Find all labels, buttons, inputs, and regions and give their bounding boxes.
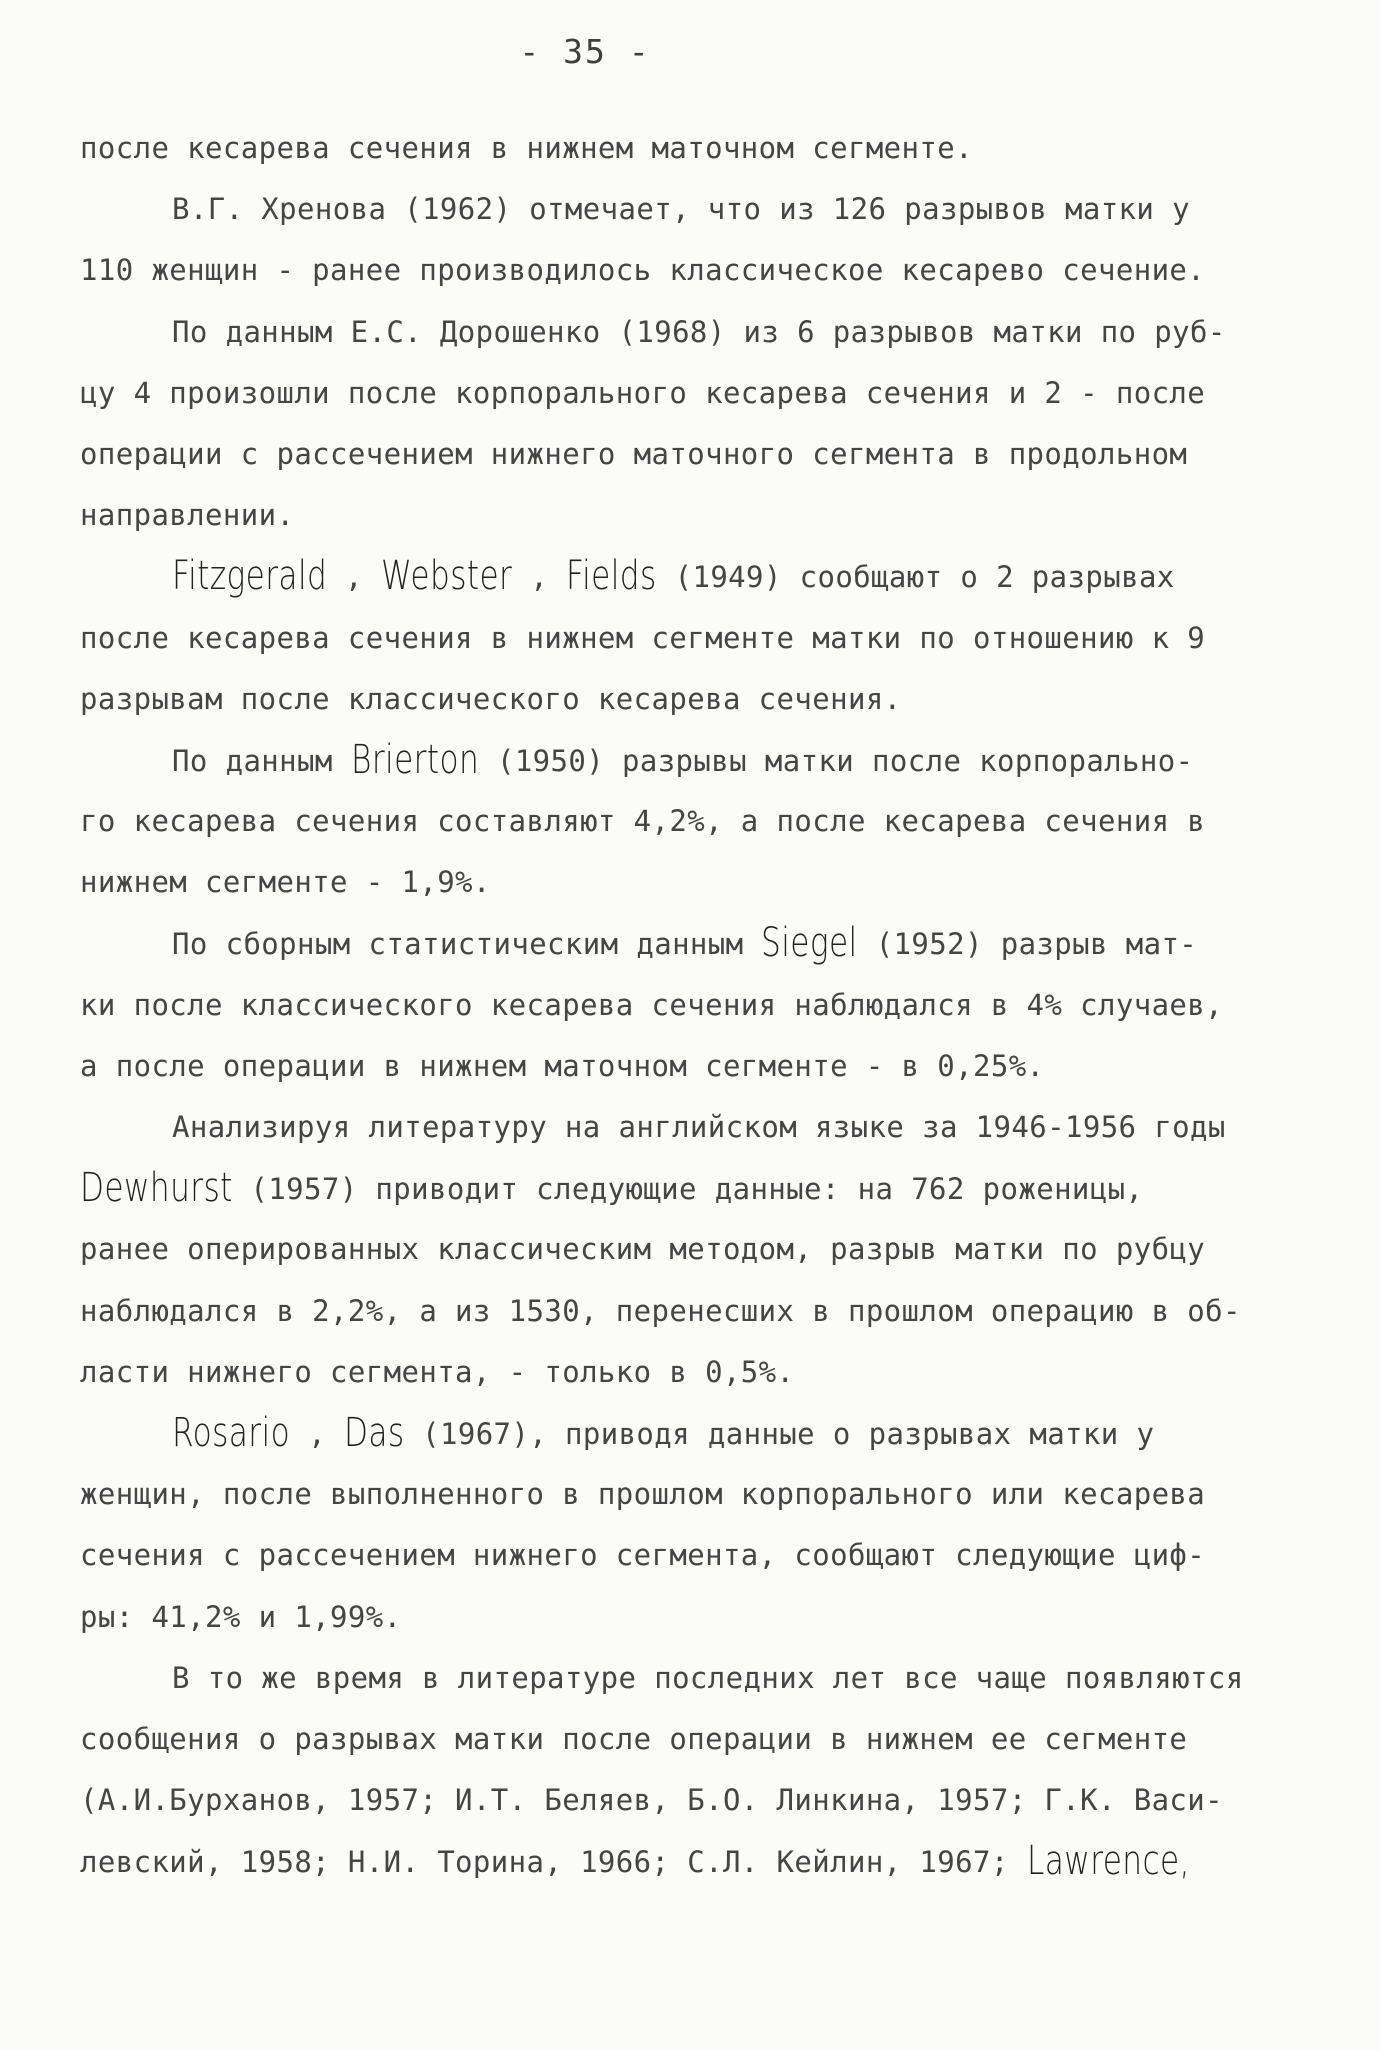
handwritten-name: Brierton [350, 736, 479, 783]
text-line [80, 1158, 1310, 1219]
text-line [80, 852, 1310, 913]
handwritten-name: Webster [380, 553, 513, 600]
typed-text: женщин, после выполненного в прошлом корпорального или кесарева [80, 1477, 1206, 1512]
typed-text: (1967), приводя данные о разрывах матки у [404, 1416, 1155, 1451]
text-line [80, 669, 1310, 730]
text-line [80, 424, 1310, 485]
text-line [80, 1709, 1310, 1770]
typed-text: го кесарева сечения составляют 4,2%, а после кесарева сечения в [80, 804, 1206, 839]
typed-text: (1950) разрывы матки после корпорально- [479, 743, 1194, 778]
text-line [80, 1831, 1310, 1892]
text-line [80, 791, 1310, 852]
text-line [80, 179, 1310, 240]
typed-text: , [512, 560, 566, 595]
typed-text: нижнем сегменте - 1,9%. [80, 865, 491, 900]
text-line [80, 1219, 1310, 1280]
typed-text: после кесарева сечения в нижнем сегменте матки по отношению к 9 [80, 620, 1206, 655]
page-number: - 35 - [519, 32, 651, 71]
typed-text: разрывам после классического кесарева сечения. [80, 681, 902, 716]
handwritten-name: Lawrence, [1026, 1838, 1190, 1885]
text-line [80, 302, 1310, 363]
handwritten-name: Dewhurst [80, 1165, 233, 1212]
typed-text: после кесарева сечения в нижнем маточном сегменте. [80, 131, 973, 165]
typed-text: 110 женщин - ранее производилось классическое кесарево сечение. [80, 253, 1206, 288]
text-line [80, 1097, 1310, 1158]
handwritten-name: Fields [565, 553, 657, 600]
typed-text: ласти нижнего сегмента, - только в 0,5%. [80, 1354, 795, 1389]
typed-text: , [290, 1416, 345, 1451]
text-line [80, 730, 1310, 791]
typed-text: ранее оперированных классическим методом, разрыв матки по рубцу [80, 1232, 1206, 1267]
handwritten-name: Rosario [172, 1409, 291, 1456]
typed-text: В то же время в литературе последних лет все чаще появляются [172, 1660, 1244, 1695]
typed-text: По данным [172, 743, 351, 778]
text-line [80, 546, 1310, 607]
handwritten-name: Fitzgerald [172, 553, 328, 600]
text-line [80, 1525, 1310, 1586]
text-line [80, 363, 1310, 424]
typed-text: цу 4 произошли после корпорального кесарева сечения и 2 - после [80, 375, 1206, 410]
text-line [80, 975, 1310, 1036]
text-line [80, 1587, 1310, 1648]
typed-text: (А.И.Бурханов, 1957; И.Т. Беляев, Б.О. Линкина, 1957; Г.К. Васи- [80, 1783, 1224, 1818]
typed-text: направлении. [80, 498, 295, 533]
text-line [80, 118, 1310, 179]
typed-text: Анализируя литературу на английском языке за 1946-1956 годы [172, 1110, 1226, 1144]
typed-text: наблюдался в 2,2%, а из 1530, перенесших в прошлом операцию в об- [80, 1293, 1241, 1328]
typed-text: операции с рассечением нижнего маточного сегмента в продольном [80, 436, 1188, 471]
typed-text: ки после классического кесарева сечения наблюдался в 4% случаев, [80, 987, 1224, 1022]
typed-text: По данным Е.С. Дорошенко (1968) из 6 разрывов матки по руб- [172, 314, 1226, 349]
handwritten-name: Das [344, 1409, 405, 1456]
typed-text: ры: 41,2% и 1,99%. [80, 1599, 402, 1634]
typed-text: сообщения о разрывах матки после операции в нижнем ее сегменте [80, 1721, 1188, 1756]
handwritten-name: Siegel [761, 920, 858, 967]
typed-text: (1957) приводит следующие данные: на 762 роженицы, [232, 1172, 1144, 1207]
text-line [80, 1403, 1310, 1464]
text-line [80, 1342, 1310, 1403]
typed-text: В.Г. Хренова (1962) отмечает, что из 126 разрывов матки у [172, 192, 1190, 227]
typed-text: (1952) разрыв мат- [857, 927, 1198, 962]
typed-text: а после операции в нижнем маточном сегменте - в 0,25%. [80, 1048, 1045, 1083]
text-line [80, 608, 1310, 669]
text-line [80, 1770, 1310, 1831]
body-text [80, 118, 1310, 1892]
typed-text: сечения с рассечением нижнего сегмента, сообщают следующие циф- [80, 1538, 1206, 1573]
text-line [80, 240, 1310, 301]
text-line [80, 913, 1310, 974]
typed-text: , [327, 560, 381, 595]
typed-text: По сборным статистическим данным [172, 927, 762, 962]
text-line [80, 1648, 1310, 1709]
text-line [80, 1036, 1310, 1097]
text-line [80, 1281, 1310, 1342]
typed-text: левский, 1958; Н.И. Торина, 1966; С.Л. Кейлин, 1967; [80, 1845, 1027, 1880]
typed-text: (1949) сообщают о 2 разрывах [656, 560, 1175, 595]
text-line [80, 1464, 1310, 1525]
text-line [80, 485, 1310, 546]
